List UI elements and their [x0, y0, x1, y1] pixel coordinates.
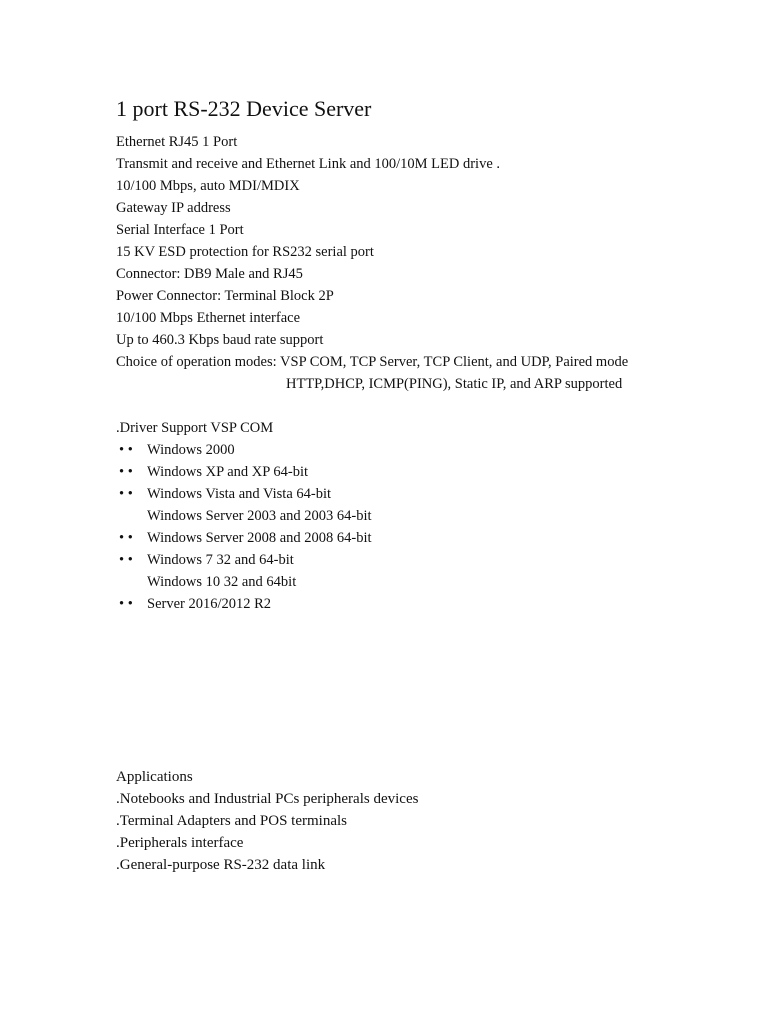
driver-item-label: Windows 10 32 and 64bit — [147, 574, 297, 590]
spec-line-serial: Serial Interface 1 Port — [116, 222, 244, 238]
list-item — [119, 594, 271, 614]
spec-line-mdi: 10/100 Mbps, auto MDI/MDIX — [116, 178, 300, 194]
spec-line-esd: 15 KV ESD protection for RS232 serial port — [116, 244, 374, 260]
application-item: .Notebooks and Industrial PCs peripherals devices — [116, 791, 419, 807]
driver-item-label: Windows Vista and Vista 64-bit — [147, 486, 332, 502]
spec-line-modes: Choice of operation modes: VSP COM, TCP Server, TCP Client, and UDP, Paired mode — [116, 354, 629, 370]
list-item — [119, 550, 294, 570]
driver-item-label: Server 2016/2012 R2 — [147, 596, 272, 612]
driver-item-label: Windows Server 2008 and 2008 64-bit — [147, 530, 372, 546]
driver-item-label: Windows XP and XP 64-bit — [147, 464, 309, 480]
driver-item-label: Windows 7 32 and 64-bit — [147, 552, 294, 568]
bullet-icon: • • — [119, 486, 133, 502]
spec-line-protocols: HTTP,DHCP, ICMP(PING), Static IP, and ARP supported — [286, 376, 623, 392]
spec-line-baud: Up to 460.3 Kbps baud rate support — [116, 332, 324, 348]
spec-line-power: Power Connector: Terminal Block 2P — [116, 288, 334, 304]
document-title: 1 port RS-232 Device Server — [116, 96, 372, 121]
list-item — [147, 506, 372, 526]
list-item — [119, 528, 372, 548]
bullet-icon: • • — [119, 596, 133, 612]
application-item: .Peripherals interface — [116, 835, 244, 851]
list-item — [119, 440, 235, 460]
application-item: .Terminal Adapters and POS terminals — [116, 813, 347, 829]
spec-line-led: Transmit and receive and Ethernet Link and 100/10M LED drive . — [116, 156, 501, 172]
bullet-icon: • • — [119, 530, 133, 546]
list-item — [119, 462, 308, 482]
bullet-icon: • • — [119, 552, 133, 568]
application-item: .General-purpose RS-232 data link — [116, 857, 326, 873]
bullet-icon: • • — [119, 464, 133, 480]
bullet-icon: • • — [119, 442, 133, 458]
list-item — [147, 572, 296, 592]
ethernet-heading: Ethernet RJ45 1 Port — [116, 134, 238, 150]
spec-line-connector: Connector: DB9 Male and RJ45 — [116, 266, 303, 282]
spec-line-ethernet: 10/100 Mbps Ethernet interface — [116, 310, 301, 326]
driver-item-label: Windows 2000 — [147, 442, 235, 458]
driver-heading: .Driver Support VSP COM — [116, 420, 274, 436]
driver-item-label: Windows Server 2003 and 2003 64-bit — [147, 508, 372, 524]
list-item — [119, 484, 331, 504]
spec-line-gateway: Gateway IP address — [116, 200, 231, 216]
applications-heading: Applications — [116, 769, 193, 785]
